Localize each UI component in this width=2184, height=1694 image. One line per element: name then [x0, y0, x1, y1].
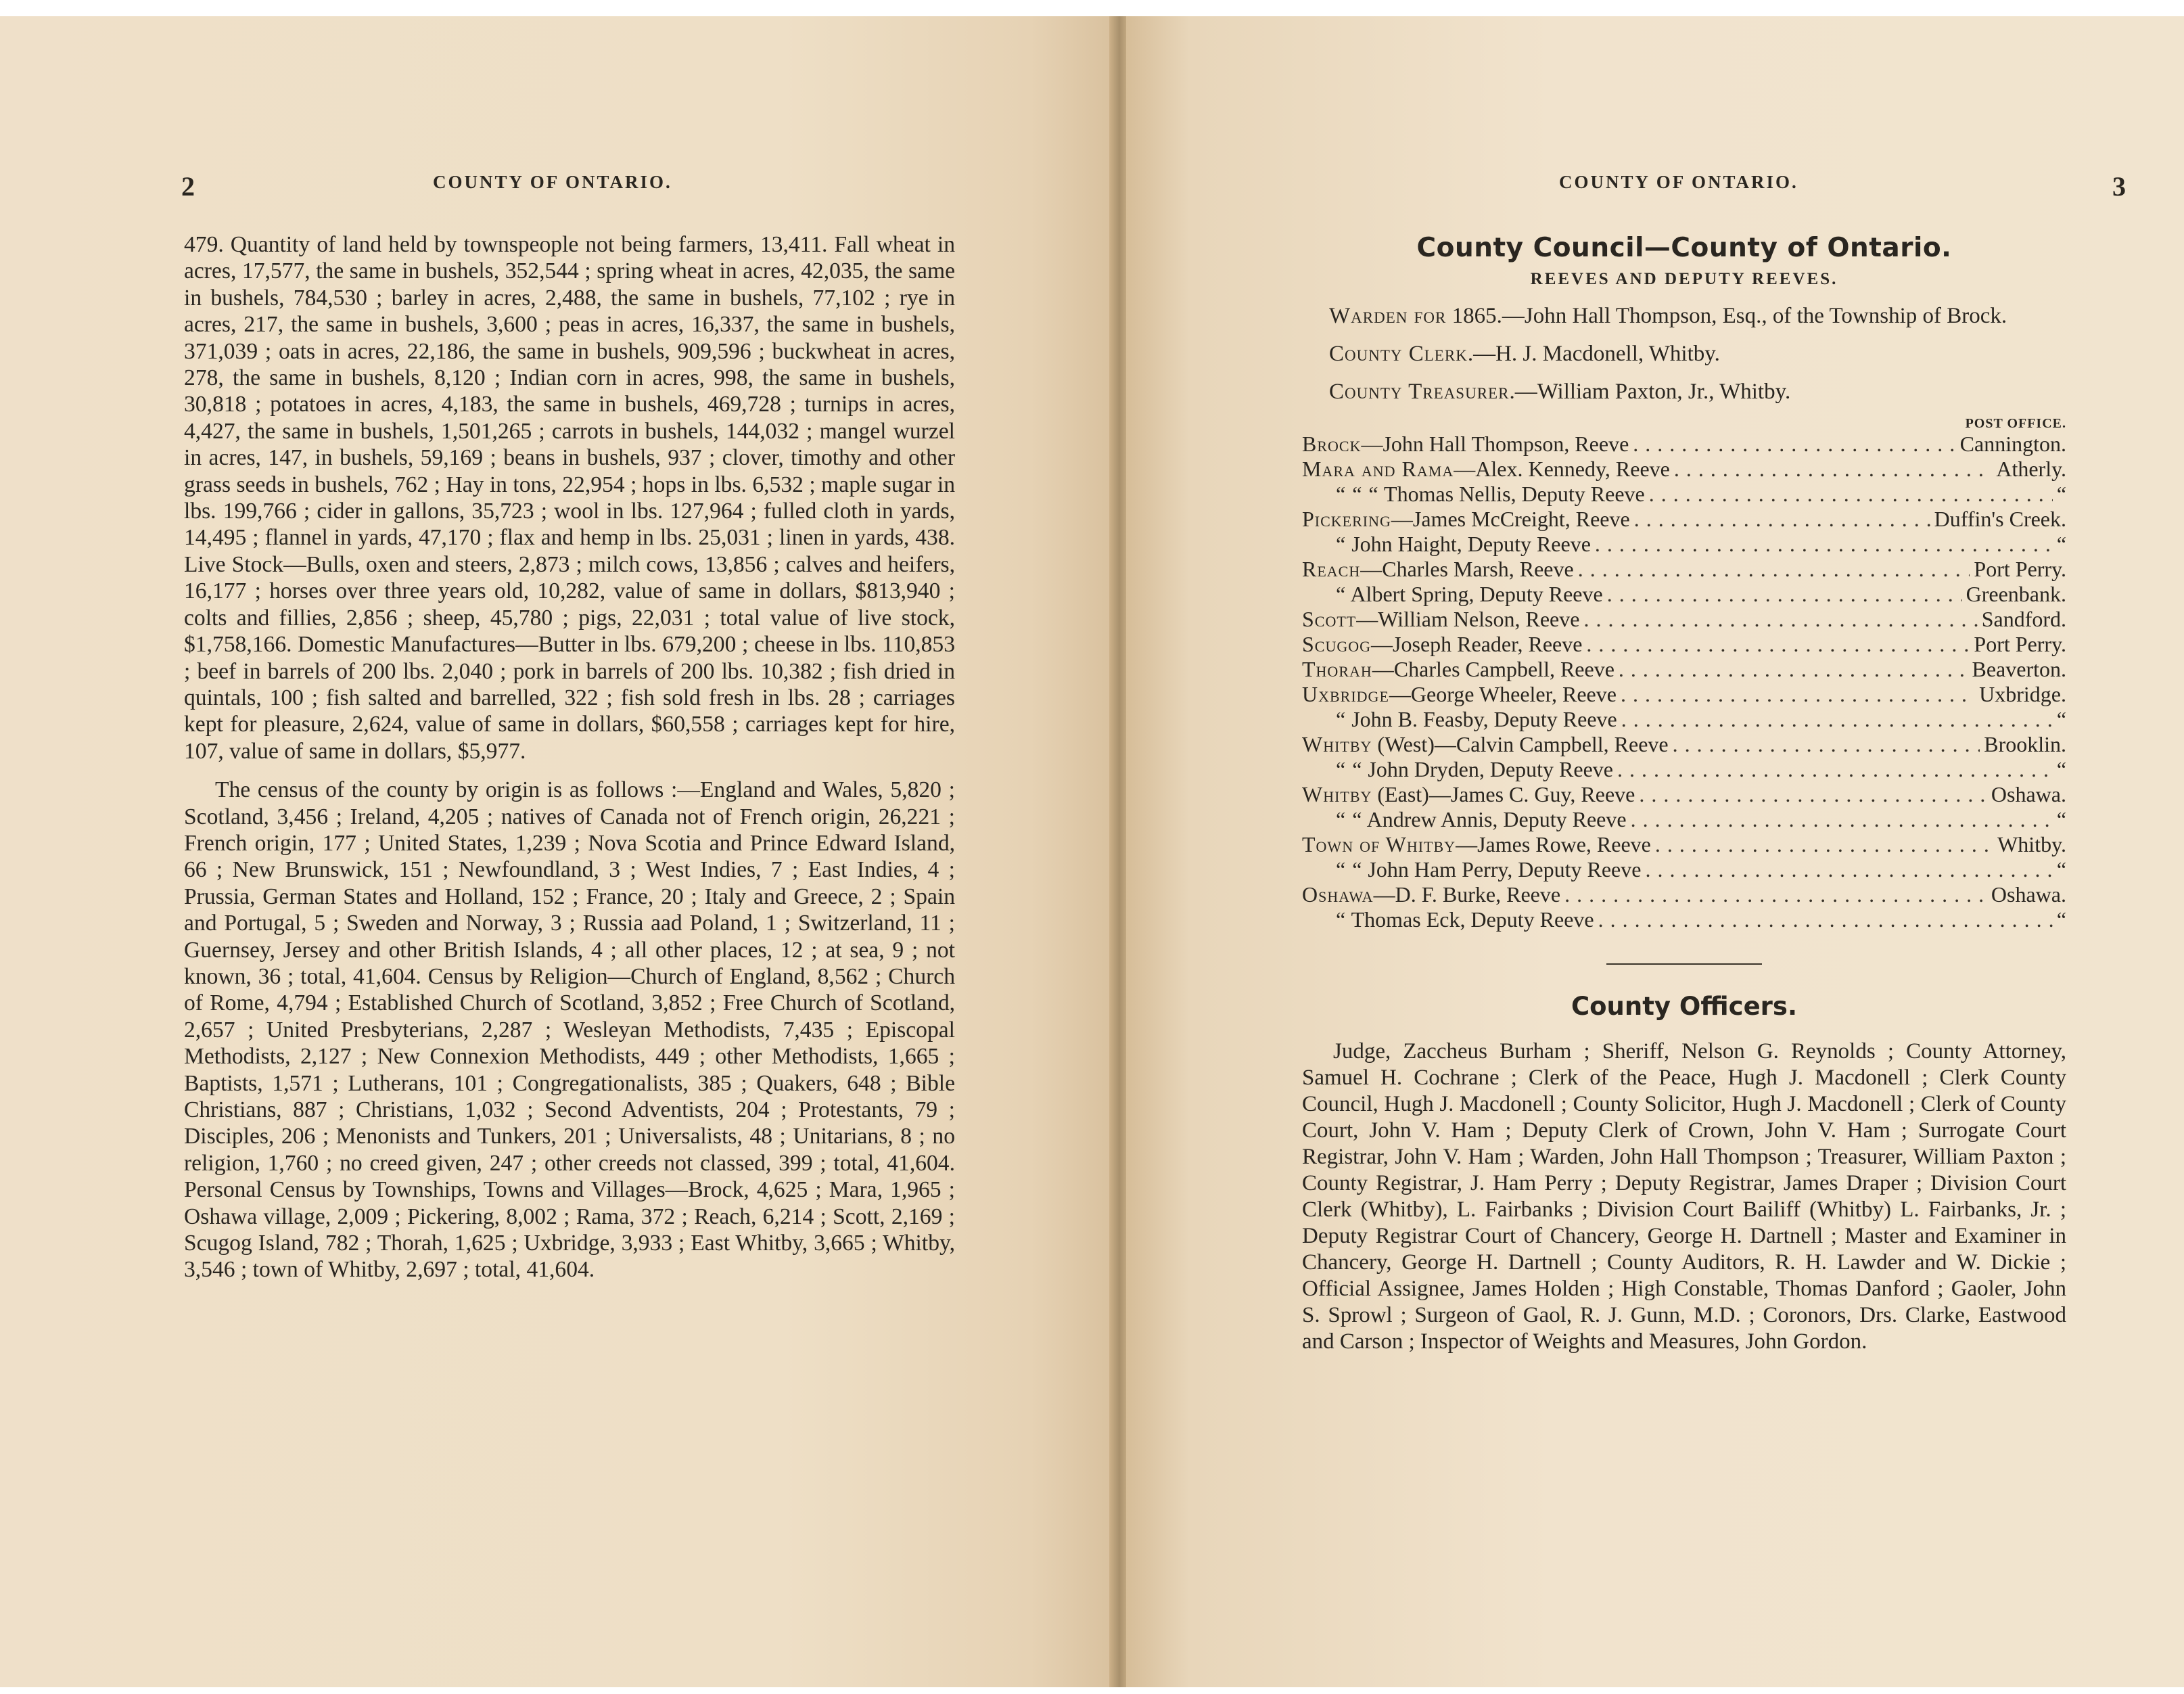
- dot-leader: [1595, 532, 2053, 557]
- dot-leader: [1645, 857, 2052, 882]
- reeve-person: —Alex. Kennedy, Reeve: [1454, 457, 1670, 481]
- reeve-name: [1302, 457, 1670, 482]
- township-name: “: [1336, 582, 1347, 606]
- dot-leader: [1674, 457, 1992, 482]
- dot-leader: [1578, 557, 1970, 582]
- post-office: “: [2056, 482, 2066, 506]
- treasurer-line: [1302, 378, 2066, 405]
- reeve-person: —Charles Campbell, Reeve: [1372, 657, 1614, 681]
- reeve-person: John Dryden, Deputy Reeve: [1362, 757, 1613, 781]
- dot-leader: [1583, 607, 1977, 632]
- post-office: Atherly.: [1996, 457, 2066, 481]
- township-name: “ “ “: [1336, 482, 1379, 506]
- post-office: Whitby.: [1997, 832, 2066, 856]
- reeve-person: Thomas Eck, Deputy Reeve: [1346, 907, 1594, 932]
- reeve-person: —James McCreight, Reeve: [1391, 507, 1630, 531]
- township-name: “ “: [1336, 757, 1363, 781]
- reeve-name: [1336, 807, 1627, 832]
- left-page: [0, 16, 1119, 1687]
- treasurer-text: .—William Paxton, Jr., Whitby.: [1509, 380, 1791, 404]
- township-name: Pickering: [1302, 507, 1391, 531]
- reeve-row: [1302, 557, 2066, 582]
- dot-leader: [1639, 782, 1987, 807]
- reeve-person: —John Hall Thompson, Reeve: [1361, 432, 1629, 456]
- reeve-name: [1302, 832, 1651, 857]
- reeve-person: —Joseph Reader, Reeve: [1371, 632, 1583, 656]
- township-name: Scott: [1302, 607, 1357, 631]
- census-paragraph-2: The census of the county by origin is as follows :—England and Wales, 5,820 ; Scotland, 3,456 ; Ireland, 4,205 ; natives of Canada not of French origin, 26,221 ; French origin, 177 ; United States, 1,239 ; Nova Scotia and Prince Edward Island, 66 ; New Brunswick, 151 ; Newfoundland, 3 ; West Indies, 7 ; East Indies, 4 ; Prussia, German States and Holland, 152 ; France, 20 ; Italy and Greece, 2 ; Spain and Portugal, 5 ; Sweden and Norway, 3 ; Russia aad Poland, 1 ; Switzerland, 11 ; Guernsey, Jersey and other British Islands, 4 ; all other places, 12 ; at sea, 9 ; not known, 36 ; total, 41,604. Census by Religion—Church of England, 8,562 ; Church of Rome, 4,794 ; Established Church of Scotland, 3,852 ; Free Church of Scotland, 2,657 ; United Presbyterians, 2,287 ; Wesleyan Methodists, 7,435 ; Episcopal Methodists, 2,127 ; New Connexion Methodists, 449 ; other Methodists, 1,665 ; Baptists, 1,571 ; Lutherans, 101 ; Congregationalists, 385 ; Quakers, 648 ; Bible Christians, 887 ; Christians, 1,032 ; Second Adventists, 204 ; Protestants, 79 ; Disciples, 206 ; Menonists and Tunkers, 201 ; Universalists, 48 ; Unitarians, 8 ; no religion, 1,760 ; no creed given, 247 ; other creeds not classed, 399 ; total, 41,604. Personal Census by Townships, Towns and Villages—Brock, 4,625 ; Mara, 1,965 ; Oshawa village, 2,009 ; Pickering, 8,002 ; Rama, 372 ; Reach, 6,214 ; Scott, 2,169 ; Scugog Island, 782 ; Thorah, 1,625 ; Uxbridge, 3,933 ; East Whitby, 3,665 ; Whitby, 3,546 ; town of Whitby, 2,697 ; total, 41,604.: [184, 777, 955, 1283]
- reeve-row: [1302, 857, 2066, 882]
- census-paragraph-1: 479. Quantity of land held by townspeople not being farmers, 13,411. Fall wheat in acres, 17,577, the same in bushels, 352,544 ; spring wheat in acres, 42,035, the same in bushels, 784,530 ; barley in acres, 2,488, the same in bushels, 77,102 ; rye in acres, 217, the same in bushels, 3,600 ; peas in acres, 16,337, the same in bushels, 371,039 ; oats in acres, 22,186, the same in bushels, 909,596 ; buckwheat in acres, 278, the same in bushels, 8,120 ; Indian corn in acres, 998, the same in bushels, 30,818 ; potatoes in acres, 4,183, the same in bushels, 469,728 ; turnips in acres, 4,427, the same in bushels, 1,501,265 ; carrots in bushels, 144,032 ; mangel wurzel in acres, 147, in bushels, 59,169 ; beans in bushels, 937 ; clover, timothy and other grass seeds in bushels, 762 ; Hay in tons, 22,954 ; hops in lbs. 6,532 ; maple sugar in lbs. 199,766 ; cider in gallons, 35,723 ; wool in lbs. 127,964 ; fulled cloth in yards, 14,495 ; flannel in yards, 47,170 ; flax and hemp in lbs. 25,031 ; linen in yards, 438. Live Stock—Bulls, oxen and steers, 2,873 ; milch cows, 13,856 ; calves and heifers, 16,177 ; horses over three years old, 10,282, value of same in dollars, $813,940 ; colts and fillies, 2,856 ; sheep, 45,780 ; pigs, 22,031 ; total value of live stock, $1,758,166. Domestic Manufactures—Butter in lbs. 679,200 ; cheese in lbs. 110,853 ; beef in barrels of 200 lbs. 2,040 ; pork in barrels of 200 lbs. 10,382 ; fish dried in quintals, 100 ; fish salted and barrelled, 322 ; fish sold fresh in lbs. 28 ; carriages kept for pleasure, 2,624, value of same in dollars, $60,558 ; carriages kept for hire, 107, value of same in dollars, $5,977.: [184, 232, 955, 764]
- reeve-row: [1302, 732, 2066, 757]
- reeve-name: [1302, 632, 1582, 657]
- township-name: Uxbridge: [1302, 682, 1389, 706]
- post-office: “: [2056, 857, 2066, 882]
- township-name: Mara and Rama: [1302, 457, 1454, 481]
- post-office: “: [2056, 532, 2066, 556]
- township-name: Scugog: [1302, 632, 1372, 656]
- reeve-row: [1302, 882, 2066, 907]
- reeve-row: [1302, 707, 2066, 732]
- reeve-person: —George Wheeler, Reeve: [1389, 682, 1617, 706]
- reeve-row: [1302, 832, 2066, 857]
- reeve-list: [1302, 432, 2066, 932]
- dot-leader: [1621, 707, 2053, 732]
- dot-leader: [1633, 432, 1955, 457]
- post-office: Duffin's Creek.: [1934, 507, 2066, 531]
- dot-leader: [1607, 582, 1962, 607]
- treasurer-label: County Treasurer: [1329, 380, 1510, 404]
- dot-leader: [1621, 682, 1975, 707]
- post-office: “: [2056, 907, 2066, 932]
- reeve-person: John B. Feasby, Deputy Reeve: [1346, 707, 1617, 731]
- dot-leader: [1598, 907, 2053, 932]
- clerk-text: .—H. J. Macdonell, Whitby.: [1467, 342, 1720, 366]
- reeve-row: [1302, 507, 2066, 532]
- page-number-left: 2: [181, 171, 195, 202]
- post-office: Port Perry.: [1974, 632, 2066, 656]
- post-office: Beaverton.: [1972, 657, 2066, 681]
- warden-label: Warden for: [1329, 304, 1447, 328]
- officers-text: Judge, Zaccheus Burham ; Sheriff, Nelson G. Reynolds ; County Attorney, Samuel H. Cochrane ; Clerk of the Peace, Hugh J. Macdonell ; Clerk County Council, Hugh J. Macdonell ; County Solicitor, Hugh J. Macdonell ; Clerk of County Court, John V. Ham ; Deputy Clerk of Crown, John V. Ham ; Surrogate Court Registrar, John V. Ham ; Warden, John Hall Thompson ; Treasurer, William Paxton ; County Registrar, J. Ham Perry ; Deputy Registrar, James Draper ; Division Court Clerk (Whitby), L. Fairbanks ; Division Court Bailiff (Whitby) L. Fairbanks, Jr. ; Deputy Registrar Court of Chancery, George H. Dartnell ; Master and Examiner in Chancery, George H. Dartnell ; County Auditors, R. H. Lawder and W. Dickie ; Official Assignee, James Holden ; High Constable, Thomas Danford ; Gaoler, John S. Sprowl ; Surgeon of Gaol, R. J. Gunn, M.D. ; Coronors, Drs. Clarke, Eastwood and Carson ; Inspector of Weights and Measures, John Gordon.: [1302, 1039, 2066, 1354]
- township-name: Whitby: [1302, 732, 1372, 756]
- reeve-person: (West)—Calvin Campbell, Reeve: [1372, 732, 1669, 756]
- reeve-person: John Haight, Deputy Reeve: [1346, 532, 1591, 556]
- council-section: [1302, 233, 2066, 1355]
- post-office: Oshawa.: [1991, 882, 2066, 907]
- reeve-row: [1302, 657, 2066, 682]
- reeve-name: [1302, 732, 1669, 757]
- warden-line: [1302, 302, 2066, 329]
- right-page: [1126, 16, 2184, 1687]
- reeve-person: —Charles Marsh, Reeve: [1360, 557, 1574, 581]
- dot-leader: [1631, 807, 2053, 832]
- reeve-person: Andrew Annis, Deputy Reeve: [1362, 807, 1627, 831]
- census-text: [184, 231, 955, 1283]
- township-name: “ “: [1336, 857, 1363, 882]
- running-header-right: COUNTY OF ONTARIO.: [1559, 172, 1798, 192]
- reeve-person: —William Nelson, Reeve: [1356, 607, 1580, 631]
- section-divider: [1606, 963, 1762, 965]
- reeve-row: [1302, 432, 2066, 457]
- council-title: County Council—County of Ontario.: [1416, 233, 1952, 263]
- post-office: Uxbridge.: [1979, 682, 2066, 706]
- reeve-name: [1336, 707, 1617, 732]
- reeve-person: Albert Spring, Deputy Reeve: [1346, 582, 1603, 606]
- reeve-person: —D. F. Burke, Reeve: [1373, 882, 1561, 907]
- township-name: Brock: [1302, 432, 1362, 456]
- reeve-name: [1302, 432, 1629, 457]
- reeve-name: [1302, 657, 1614, 682]
- reeve-row: [1302, 482, 2066, 507]
- township-name: Oshawa: [1302, 882, 1374, 907]
- reeve-name: [1336, 582, 1603, 607]
- reeve-name: [1302, 782, 1635, 807]
- township-name: Town of Whitby: [1302, 832, 1456, 856]
- dot-leader: [1673, 732, 1980, 757]
- reeve-person: John Ham Perry, Deputy Reeve: [1362, 857, 1642, 882]
- post-office: Brooklin.: [1984, 732, 2066, 756]
- clerk-label: County Clerk: [1329, 342, 1468, 366]
- reeve-name: [1302, 607, 1579, 632]
- dot-leader: [1649, 482, 2053, 507]
- township-name: Thorah: [1302, 657, 1372, 681]
- township-name: “ “: [1336, 807, 1363, 831]
- township-name: “: [1336, 907, 1347, 932]
- township-name: “: [1336, 532, 1347, 556]
- post-office: “: [2056, 757, 2066, 781]
- post-office: Greenbank.: [1966, 582, 2066, 606]
- reeve-name: [1336, 757, 1613, 782]
- dot-leader: [1655, 832, 1993, 857]
- reeve-name: [1336, 482, 1645, 507]
- page-number-right: 3: [2112, 171, 2126, 202]
- dot-leader: [1617, 757, 2053, 782]
- township-name: Whitby: [1302, 782, 1372, 806]
- reeve-name: [1336, 532, 1591, 557]
- reeve-row: [1302, 807, 2066, 832]
- warden-text: 1865.—John Hall Thompson, Esq., of the Township of Brock.: [1451, 304, 2007, 328]
- dot-leader: [1564, 882, 1987, 907]
- reeve-row: [1302, 532, 2066, 557]
- reeve-name: [1302, 507, 1630, 532]
- post-office: Oshawa.: [1991, 782, 2066, 806]
- reeve-row: [1302, 782, 2066, 807]
- running-header-left: COUNTY OF ONTARIO.: [433, 172, 672, 192]
- reeve-row: [1302, 632, 2066, 657]
- council-subtitle: REEVES AND DEPUTY REEVES.: [1530, 270, 1838, 288]
- reeve-name: [1302, 682, 1617, 707]
- dot-leader: [1634, 507, 1930, 532]
- officers-title: County Officers.: [1571, 992, 1797, 1021]
- reeve-name: [1302, 882, 1560, 907]
- reeve-name: [1336, 907, 1594, 932]
- dot-leader: [1586, 632, 1970, 657]
- post-office: Sandford.: [1981, 607, 2066, 631]
- post-office: Cannington.: [1959, 432, 2066, 456]
- reeve-row: [1302, 757, 2066, 782]
- reeve-person: —James Rowe, Reeve: [1456, 832, 1651, 856]
- reeve-row: [1302, 582, 2066, 607]
- reeve-row: [1302, 457, 2066, 482]
- clerk-line: [1302, 340, 2066, 367]
- reeve-name: [1302, 557, 1574, 582]
- reeve-person: Thomas Nellis, Deputy Reeve: [1378, 482, 1645, 506]
- dot-leader: [1619, 657, 1968, 682]
- reeve-row: [1302, 682, 2066, 707]
- post-office-heading: POST OFFICE.: [1965, 416, 2066, 431]
- reeve-row: [1302, 907, 2066, 932]
- township-name: “: [1336, 707, 1347, 731]
- post-office: Port Perry.: [1974, 557, 2066, 581]
- post-office: “: [2056, 707, 2066, 731]
- post-office: “: [2056, 807, 2066, 831]
- reeve-name: [1336, 857, 1641, 882]
- reeve-person: (East)—James C. Guy, Reeve: [1372, 782, 1635, 806]
- township-name: Reach: [1302, 557, 1361, 581]
- reeve-row: [1302, 607, 2066, 632]
